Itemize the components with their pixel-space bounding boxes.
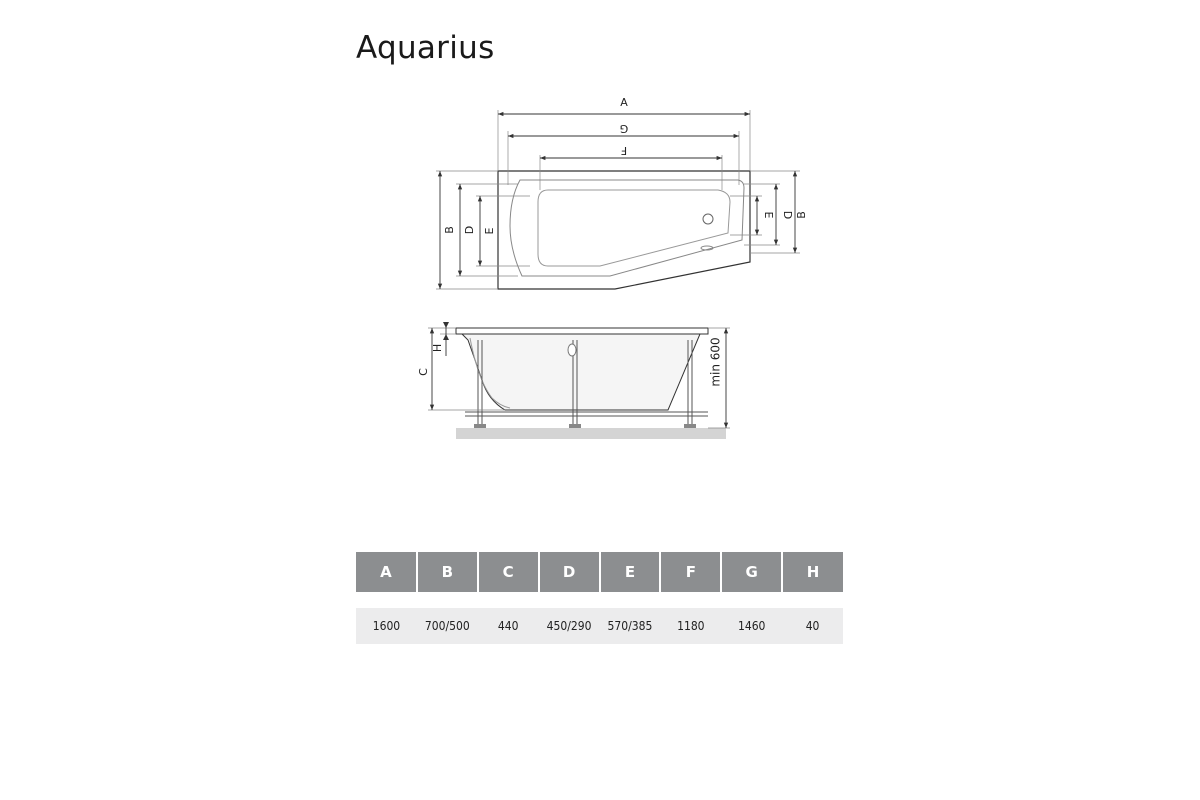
- tub-rim-side: [456, 328, 708, 334]
- value-e: 570/385: [600, 608, 661, 644]
- header-e: E: [600, 552, 661, 592]
- header-f: F: [660, 552, 721, 592]
- label-g: G: [619, 122, 629, 135]
- side-view: [428, 322, 730, 439]
- value-g: 1460: [721, 608, 782, 644]
- label-e-right: E: [762, 211, 775, 219]
- tub-rim-top: [510, 180, 744, 276]
- value-b: 700/500: [417, 608, 478, 644]
- label-d-right: D: [781, 210, 794, 220]
- value-d: 450/290: [539, 608, 600, 644]
- tub-body-side: [462, 334, 700, 410]
- label-a: A: [620, 96, 628, 109]
- label-h: H: [431, 343, 444, 353]
- label-d-left: D: [463, 225, 476, 235]
- header-d: D: [539, 552, 600, 592]
- value-h: 40: [782, 608, 843, 644]
- dimensions-table: [356, 552, 843, 644]
- page-title: Aquarius: [356, 30, 495, 66]
- table-row: [356, 608, 843, 644]
- drain-icon: [703, 214, 713, 224]
- label-e-left: E: [483, 227, 496, 235]
- tub-basin-top: [538, 190, 730, 266]
- side-drain-icon: [568, 344, 576, 356]
- header-c: C: [478, 552, 539, 592]
- header-g: G: [721, 552, 782, 592]
- table-header-row: [356, 552, 843, 592]
- label-min-height: min 600: [708, 337, 723, 387]
- top-view: [436, 110, 800, 289]
- header-b: B: [417, 552, 478, 592]
- label-b-left: B: [443, 226, 456, 234]
- value-c: 440: [478, 608, 539, 644]
- label-c: C: [417, 368, 430, 376]
- label-f: F: [620, 144, 628, 157]
- value-f: 1180: [660, 608, 721, 644]
- header-a: A: [356, 552, 417, 592]
- tub-outline-top: [498, 171, 750, 289]
- table-spacer: [356, 592, 843, 608]
- label-b-right-rot: B: [795, 211, 808, 219]
- header-h: H: [782, 552, 843, 592]
- value-a: 1600: [356, 608, 417, 644]
- floor: [456, 428, 726, 439]
